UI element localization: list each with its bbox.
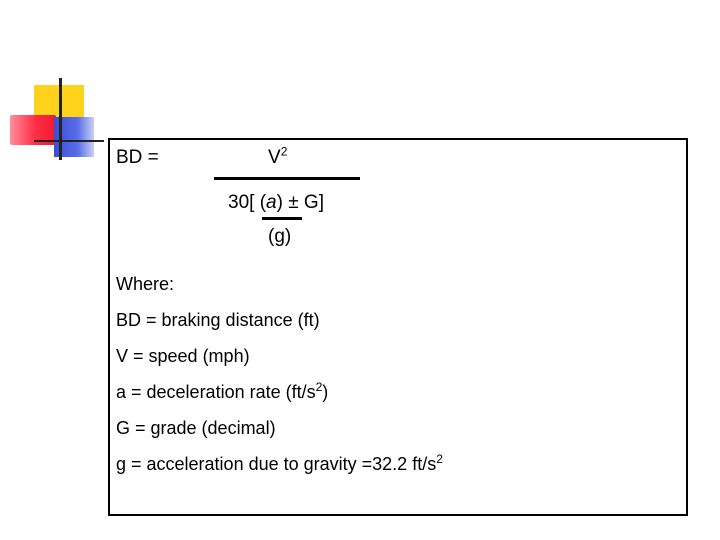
formula-sub-denominator: (g): [268, 226, 292, 247]
definition-g-gravity: [116, 453, 443, 475]
definition-a-close: ): [322, 382, 329, 402]
numerator-exponent: 2: [280, 144, 288, 159]
denominator-prefix: 30[ (: [228, 192, 267, 213]
definition-v: V = speed (mph): [116, 346, 250, 366]
formula-numerator: [268, 144, 288, 169]
formula-lhs: BD =: [116, 147, 159, 168]
denominator-suffix: ) ± G]: [276, 192, 324, 213]
definition-g-gravity-text: g = acceleration due to gravity =32.2 ft/s: [116, 454, 437, 474]
sub-fraction-bar: [262, 217, 302, 220]
definition-a: [116, 381, 328, 403]
definition-a-text: a = deceleration rate (ft/s: [116, 382, 316, 402]
numerator-base: V: [268, 147, 281, 168]
logo-horizontal-line: [34, 140, 104, 142]
definition-g-grade: G = grade (decimal): [116, 418, 276, 438]
definition-g-gravity-exponent: 2: [436, 452, 443, 466]
slide-logo: [0, 0, 110, 170]
definition-a-exponent: 2: [315, 380, 323, 394]
fraction-bar: [214, 177, 360, 180]
definition-bd: BD = braking distance (ft): [116, 310, 320, 330]
formula-denominator: [228, 192, 324, 214]
where-heading: Where:: [116, 274, 175, 294]
logo-vertical-line: [59, 78, 62, 160]
denominator-a: a: [266, 192, 277, 213]
